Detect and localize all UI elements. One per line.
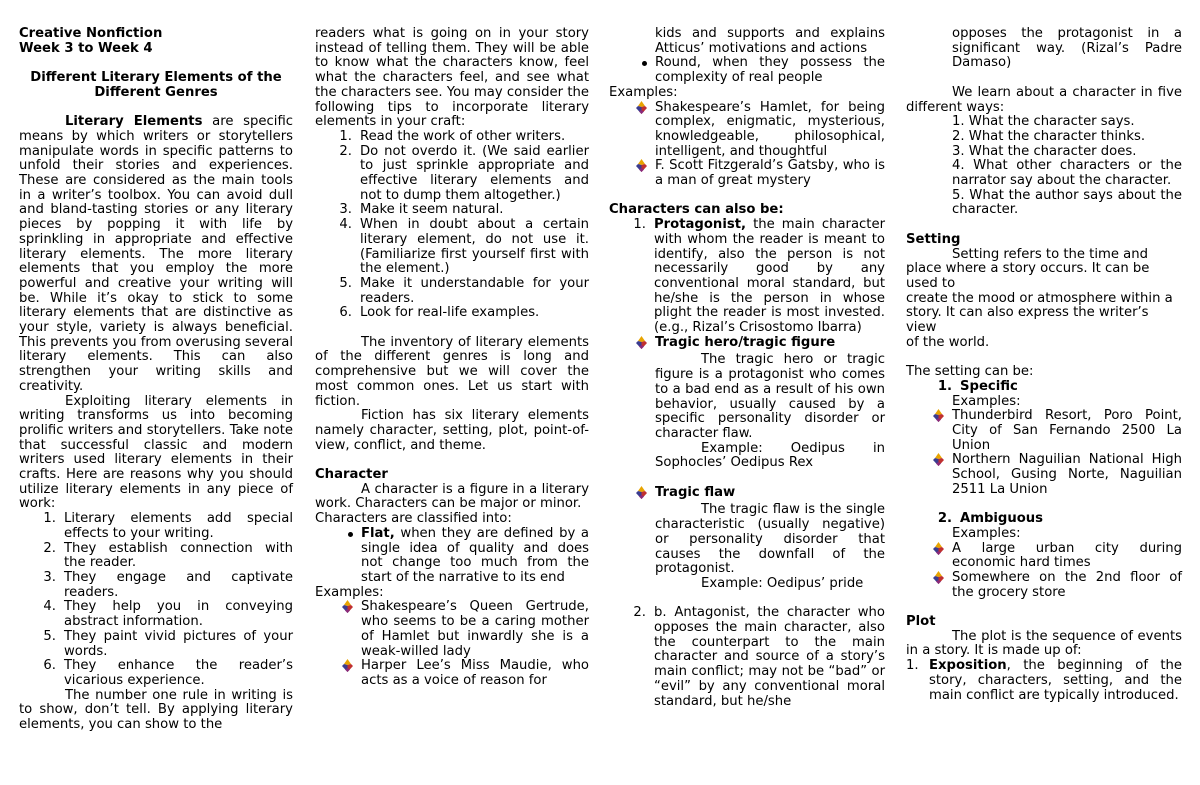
list-item-text: Look for real-life examples. — [360, 305, 540, 321]
reasons-list — [19, 512, 293, 688]
list-item — [19, 542, 293, 571]
setting-can-be: The setting can be: — [906, 364, 1034, 380]
tragic-flaw-item — [609, 486, 885, 504]
list-item-text: When in doubt about a certain literary element, do not use it. (Familiarize first yourself first with the element.) — [360, 217, 589, 277]
diamond-bullet-icon — [609, 159, 655, 177]
list-item — [19, 571, 293, 600]
list-number: 1. — [633, 217, 646, 233]
list-number: 3. — [43, 569, 56, 585]
example-item — [609, 159, 885, 188]
character-heading: Character — [315, 467, 388, 483]
exposition-term: Exposition — [929, 658, 1007, 674]
list-number: 2. — [937, 511, 952, 527]
diamond-bullet-icon — [609, 101, 655, 119]
list-item — [315, 277, 589, 306]
setting-line-1: Setting refers to the time and place where a story occurs. It can be used to — [906, 246, 1150, 291]
diamond-bullet-icon — [636, 159, 647, 172]
list-number: 1. — [937, 378, 952, 394]
examples-label: Examples: — [952, 393, 1021, 409]
list-number: 6. — [43, 658, 56, 674]
also-heading: Characters can also be: — [609, 202, 784, 218]
literary-elements-term: Literary Elements — [65, 114, 203, 130]
classified-line: Characters are classified into: — [315, 511, 512, 527]
list-number: 2. — [633, 605, 646, 621]
continued-example: kids and supports and explains Atticus’ motivations and actions — [655, 26, 885, 56]
example-item — [315, 659, 589, 688]
list-item-text: They paint vivid pictures of your words. — [64, 628, 293, 659]
example-text: F. Scott Fitzgerald’s Gatsby, who is a man of great mystery — [655, 158, 885, 189]
examples-label: Examples: — [952, 525, 1021, 541]
specific-label: Specific — [960, 378, 1018, 394]
list-item-text: Make it seem natural. — [360, 202, 504, 218]
intro-text: are specific means by which writers or storytellers manipulate words in specific patterns to unfold their stories and experiences. These are considered as the main tools in a writer’s toolbox. You can avoid dull and bland-tasting stories or any literary pieces by popping it with life by sprinkling in appropriate and effective literary elements. The more literary elements that you employ the more powerful and creative your writing will be. While it’s okay to stick to some literary elements that are distinctive as your style, variety is always beneficial. This prevents you from overusing several literary elements. This can also strengthen your writing skills and creativity. — [19, 114, 293, 394]
ways-list — [906, 115, 1182, 218]
tragic-hero-example: Example: Oedipus in Sophocles’ Oedipus Rex — [655, 440, 885, 471]
diamond-bullet-icon — [315, 600, 361, 618]
protagonist-text: the main character with whom the reader is meant to identify, also the person is not necessarily good by any conventional moral standard, but he/she is the person in whose plight the reader is most invested. (e.g., Rizal’s Crisostomo Ibarra) — [654, 217, 885, 336]
list-number: 2. — [339, 143, 352, 159]
example-item — [906, 453, 1182, 497]
flat-item — [315, 527, 589, 586]
diamond-bullet-icon — [636, 486, 647, 499]
diamond-bullet-icon — [609, 486, 655, 504]
list-item-text: They enhance the reader’s vicarious experience. — [64, 658, 293, 688]
column-1 — [19, 27, 293, 733]
list-item — [19, 659, 293, 688]
continued-paragraph: readers what is going on in your story instead of telling them. They will be able to know what the characters know, feel what the characters feel, and see what the characters see. You may consider the following tips to incorporate literary elements in your craft: — [315, 26, 589, 130]
list-number: 4. — [339, 217, 352, 233]
round-examples-list — [609, 101, 885, 189]
list-number: 6. — [339, 305, 352, 321]
list-item-text: Do not overdo it. (We said earlier to just sprinkle appropriate and effective literary elements and not to dump them altogether.) — [360, 143, 589, 203]
way-item: 4. What other characters or the narrator say about the character. — [952, 158, 1182, 189]
ambiguous-label: Ambiguous — [960, 511, 1044, 527]
way-item: 1. What the character says. — [952, 114, 1135, 130]
setting-line-2: create the mood or atmosphere within a story. It can also express the writer’s view — [906, 290, 1173, 336]
list-item-text: Make it understandable for your readers. — [360, 275, 589, 306]
example-text: A large urban city during economic hard times — [952, 540, 1182, 571]
example-text: Northern Naguilian National High School, Gusing Norte, Naguilian 2511 La Union — [952, 452, 1182, 497]
column-4 — [906, 27, 1182, 703]
example-text: Harper Lee’s Miss Maudie, who acts as a voice of reason for — [361, 658, 589, 688]
diamond-bullet-icon — [906, 542, 952, 560]
diamond-bullet-icon — [933, 409, 944, 422]
section-heading: Different Literary Elements of the Different Genres — [30, 70, 282, 100]
way-item: 3. What the character does. — [952, 143, 1137, 159]
diamond-bullet-icon — [906, 571, 952, 589]
tragic-hero-heading: Tragic hero/tragic figure — [655, 334, 836, 350]
specific-item — [906, 380, 1182, 395]
inventory-paragraph: The inventory of literary elements of the different genres is long and comprehensive but we will cover the most common ones. Let us start with fiction. — [315, 334, 589, 409]
list-item — [315, 130, 589, 145]
diamond-bullet-icon — [636, 101, 647, 114]
tragic-flaw-heading: Tragic flaw — [655, 484, 736, 500]
doc-title: Creative Nonfiction — [19, 26, 163, 41]
ambiguous-item — [906, 512, 1182, 527]
list-number: 2. — [43, 540, 56, 556]
example-text: Shakespeare’s Hamlet, for being complex, enigmatic, mysterious, knowledgeable, philosophical, intelligent, and thoughtful — [655, 99, 885, 159]
fiction-paragraph: Fiction has six literary elements namely character, setting, plot, point-of-view, conflict, and theme. — [315, 408, 589, 453]
diamond-bullet-icon — [933, 571, 944, 584]
show-dont-tell-paragraph: The number one rule in writing is to show, don’t tell. By applying literary elements, you can show to the — [19, 687, 293, 733]
examples-label: Examples: — [609, 84, 678, 100]
list-item-text: They engage and captivate readers. — [64, 569, 293, 600]
tragic-hero-text: The tragic hero or tragic figure is a protagonist who comes to a bad end as a result of his own behavior, usually caused by a specific personality disorder or character flaw. — [655, 352, 885, 441]
plot-paragraph: The plot is the sequence of events in a story. It is made up of: — [906, 628, 1182, 659]
example-text: Thunderbird Resort, Poro Point, City of San Fernando 2500 La Union — [952, 408, 1182, 453]
diamond-bullet-icon — [315, 659, 361, 677]
column-2 — [315, 27, 589, 689]
protagonist-item — [609, 218, 885, 336]
tragic-flaw-text: The tragic flaw is the single characteristic (usually negative) or personality disorder that causes the downfall of the protagonist. — [655, 502, 885, 577]
antagonist-item — [609, 606, 885, 709]
list-number: 1. — [339, 128, 352, 144]
examples-label: Examples: — [315, 584, 384, 600]
list-item — [19, 512, 293, 541]
tips-list — [315, 130, 589, 321]
example-item — [315, 600, 589, 659]
list-item-text: They establish connection with the reader. — [64, 540, 293, 571]
character-paragraph: A character is a figure in a literary work. Characters can be major or minor. — [315, 481, 589, 512]
flat-text: when they are defined by a single idea of quality and does not change too much from the start of the narrative to its end — [361, 525, 589, 585]
list-item-text: They help you in conveying abstract information. — [64, 599, 293, 630]
example-item — [906, 542, 1182, 571]
bullet-icon — [348, 532, 353, 537]
example-text: Somewhere on the 2nd floor of the grocery store — [952, 569, 1182, 600]
way-item: 5. What the author says about the character. — [952, 187, 1182, 218]
diamond-bullet-icon — [906, 453, 952, 471]
column-3 — [609, 27, 885, 709]
list-number: 5. — [43, 628, 56, 644]
list-number: 4. — [43, 599, 56, 615]
protagonist-term: Protagonist, — [654, 217, 747, 233]
list-item-text: Literary elements add special effects to your writing. — [64, 511, 293, 541]
list-item — [315, 203, 589, 218]
round-text: Round, when they possess the complexity of real people — [655, 55, 885, 86]
example-text: Shakespeare’s Queen Gertrude, who seems to be a caring mother of Hamlet but inwardly she is a weak-willed lady — [361, 599, 589, 659]
diamond-bullet-icon — [342, 600, 353, 613]
list-number: 1. — [43, 511, 56, 527]
list-item — [315, 306, 589, 321]
bullet-icon — [642, 61, 647, 66]
diamond-bullet-icon — [906, 409, 952, 427]
list-number: 3. — [339, 202, 352, 218]
list-item — [315, 145, 589, 204]
ambiguous-examples-list — [906, 542, 1182, 601]
exposition-item — [906, 659, 1182, 703]
flat-examples-list — [315, 600, 589, 688]
diamond-bullet-icon — [342, 659, 353, 672]
antagonist-text: b. Antagonist, the character who opposes the main character, also the counterpart to the main character and source of a story’s main conflict; may not be “bad” or “evil” by any conventional moral standard, but he/she — [654, 605, 885, 709]
diamond-bullet-icon — [933, 453, 944, 466]
example-item — [609, 101, 885, 160]
learn-paragraph: We learn about a character in five different ways: — [906, 84, 1182, 115]
setting-line-3: of the world. — [906, 334, 990, 350]
diamond-bullet-icon — [636, 336, 647, 349]
round-item — [609, 56, 885, 85]
specific-examples-list — [906, 409, 1182, 497]
list-item-text: Read the work of other writers. — [360, 128, 566, 144]
setting-heading: Setting — [906, 231, 961, 247]
way-item: 2. What the character thinks. — [952, 128, 1146, 144]
list-number: 1. — [906, 658, 919, 674]
continued-antagonist: opposes the protagonist in a significant way. (Rizal’s Padre Damaso) — [952, 26, 1182, 71]
list-number: 5. — [339, 275, 352, 291]
diamond-bullet-icon — [933, 542, 944, 555]
tragic-flaw-example: Example: Oedipus’ pride — [701, 575, 864, 591]
example-item — [906, 409, 1182, 453]
doc-subtitle: Week 3 to Week 4 — [19, 40, 153, 56]
exposition-text: , the beginning of the story, characters, setting, and the main conflict are typically introduced. — [929, 658, 1182, 703]
list-item — [315, 218, 589, 277]
list-item — [19, 630, 293, 659]
plot-heading: Plot — [906, 614, 936, 630]
tragic-hero-item — [609, 336, 885, 354]
flat-term: Flat, — [361, 525, 395, 541]
diamond-bullet-icon — [609, 336, 655, 354]
intro-paragraph — [19, 115, 293, 394]
exploiting-paragraph: Exploiting literary elements in writing transforms us into becoming prolific writers and storytellers. Take note that successful classic and modern writers used literary elements in their crafts. Here are reasons why you should utilize literary elements in any piece of work: — [19, 393, 293, 512]
list-item — [19, 600, 293, 629]
example-item — [906, 571, 1182, 600]
